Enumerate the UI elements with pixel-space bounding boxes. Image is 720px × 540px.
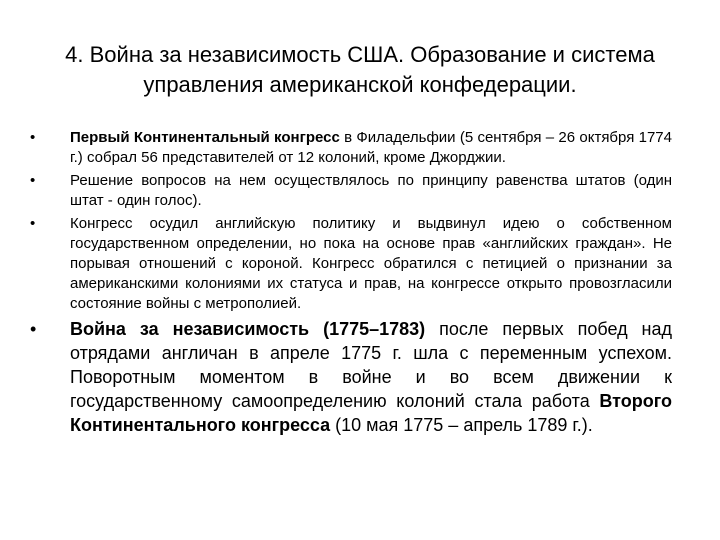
bullet-item-congress-policy xyxy=(30,214,672,314)
slide-title-line-1: 4. Война за независимость США. Образование и система xyxy=(65,42,655,67)
bullet-item-voting xyxy=(30,171,672,211)
slide-title xyxy=(40,40,680,100)
bullet-item-war xyxy=(30,317,672,437)
bullet-text-first-congress: в Филадельфии (5 сентября – 26 октября 1774 г.) собрал 56 представителей от 12 колоний, кроме Джорджии. xyxy=(70,129,672,166)
bullet-text-war-end: (10 мая 1775 – апрель 1789 г.). xyxy=(330,415,593,435)
bullet-bold-first-congress: Первый Континентальный конгресс xyxy=(70,129,340,146)
bullet-bold-second-congress: Второго Континентального конгресса xyxy=(70,391,672,435)
bullet-list xyxy=(30,128,672,440)
slide-title-line-2: управления американской конфедерации. xyxy=(143,72,577,97)
bullet-text-congress-policy: Конгресс осудил английскую политику и выдвинул идею о собственном государственном определении, но пока на основе прав «английских граждан». Не порывая отношений с короной. Конгресс обратился с петицией о признании за американскими колониями их статуса и прав, на конгрессе открыто провозгласили состояние войны с метрополией. xyxy=(70,215,672,312)
bullet-text-voting: Решение вопросов на нем осуществлялось по принципу равенства штатов (один штат - один голос). xyxy=(70,172,672,209)
bullet-item-first-congress xyxy=(30,128,672,168)
bullet-text-war: после первых побед над отрядами англичан в апреле 1775 г. шла с переменным успехом. Поворотным моментом в войне и во всем движении к государственному самоопределению колоний стала работа xyxy=(70,319,672,411)
bullet-bold-war: Война за независимость (1775–1783) xyxy=(70,319,426,339)
